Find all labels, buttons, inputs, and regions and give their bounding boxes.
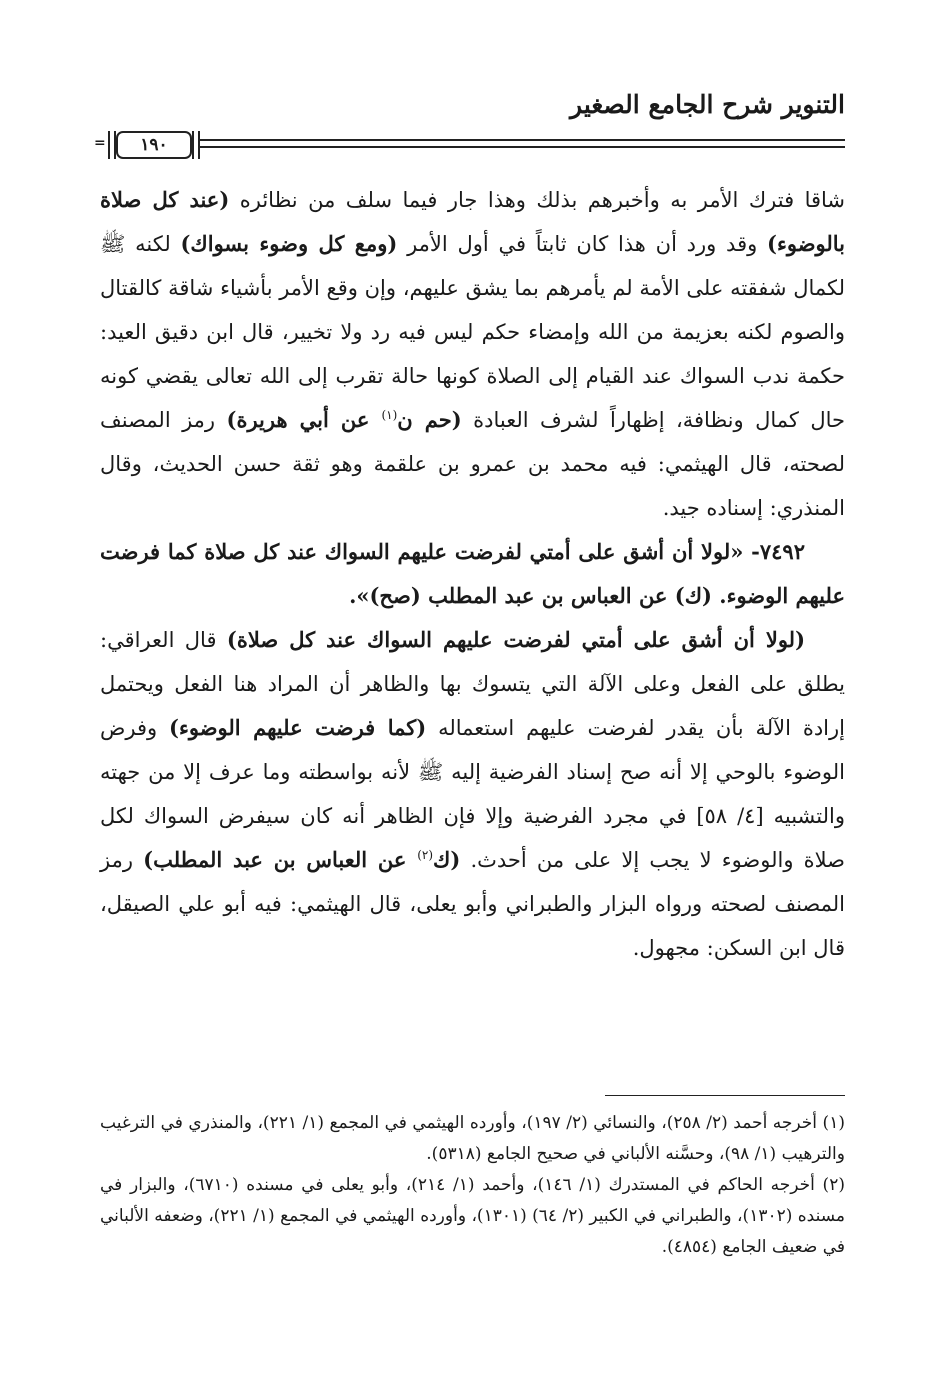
hadith-7492: ٧٤٩٢- «لولا أن أشق على أمتي لفرضت عليهم السواك عند كل صلاة كما فرضت عليهم الوضوء. (ك) عن العباس بن عبد المطلب (صح)». (100, 539, 845, 608)
quoted-matn: (لولا أن أشق على أمتي لفرضت عليهم السواك عند كل صلاة) (226, 627, 806, 652)
footnote-separator (605, 1095, 845, 1096)
edge-mark: = (94, 135, 106, 151)
source-citation: (حم ن (397, 407, 462, 432)
source-citation: (ك (433, 847, 461, 872)
commentary-paragraph-1 (100, 178, 845, 530)
text-segment: شاقا فترك الأمر به وأخبرهم بذلك وهذا جار فيما سلف من نظائره (229, 188, 845, 212)
footnote-2: (٢) أخرجه الحاكم في المستدرك (١/ ١٤٦)، وأحمد (١/ ٢١٤)، وأبو يعلى في مسنده (٦٧١٠)، والبزار في مسنده (١٣٠٢)، والطبراني في الكبير (٢/ ٦٤) (١٣٠١)، وأورده الهيثمي في المجمع (١/ ٢٢١)، وضعفه الألباني في ضعيف الجامع (٤٨٥٤). (100, 1175, 845, 1257)
text-segment: لكنه ﷺ لكمال شفقته على الأمة لم يأمرهم بما يشق عليهم، وإن وقع الأمر بأشياء شاقة كالقتال والصوم لكنه بعزيمة من الله وإمضاء حكم ليس فيه رد ولا تخيير، قال ابن دقيق العيد: حكمة ندب السواك عند القيام إلى الصلاة كونها حالة تقرب إلى الله تعالى يقضي كونه حال كمال ونظافة، إظهاراً لشرف العبادة (100, 232, 845, 432)
header-double-line (198, 139, 845, 148)
text-segment: وقد ورد أن هذا كان ثابتاً في أول الأمر (397, 232, 768, 256)
footnote-marker-1: (١) (381, 408, 398, 422)
quoted-matn: (عند كل صلاة بالوضوء) (100, 187, 846, 256)
text-segment: رمز المصنف لصحته ورواه البزار والطبراني وأبو يعلى، قال الهيثمي: فيه أبو علي الصيقل، قال ابن السكن: مجهول. (100, 848, 845, 960)
footnote-1: (١) أخرجه أحمد (٢/ ٢٥٨)، والنسائي (٢/ ١٩٧)، وأورده الهيثمي في المجمع (١/ ٢٢١)، والمنذري في الترغيب والترهيب (١/ ٩٨)، وحسَّنه الألباني في صحيح الجامع (٥٣١٨). (100, 1113, 845, 1164)
footnotes (100, 1108, 845, 1263)
header-rule (94, 131, 845, 161)
quoted-matn: (كما فرضت عليهم الوضوء) (169, 715, 427, 740)
commentary-paragraph-2 (100, 618, 845, 970)
text-segment: وفرض الوضوء بالوحي إلا أنه صح إسناد الفرضية إليه ﷺ لأنه بواسطته وما عرف إلا من جهته والتشبيه [٤/ ٥٨] في مجرد الفرضية وإلا فإن الظاهر أنه كان سيفرض السواك لكل صلاة والوضوء لا يجب إلا على من أحدث. (100, 716, 846, 872)
source-citation: عن أبي هريرة) (226, 407, 382, 432)
main-text (100, 178, 845, 970)
running-title: التنوير شرح الجامع الصغير (570, 90, 845, 119)
source-citation: عن العباس بن عبد المطلب) (143, 847, 418, 872)
footnote-marker-2: (٢) (417, 848, 434, 862)
quoted-matn: (ومع كل وضوء بسواك) (180, 231, 398, 256)
text-segment: قال العراقي: يطلق على الفعل وعلى الآلة التي يتسوك بها والظاهر أن المراد هنا الفعل ويحتمل إرادة الآلة بأن يقدر لفرضت عليهم استعماله (100, 628, 845, 740)
page-number: ١٩٠ (116, 131, 192, 159)
text-segment: رمز المصنف لصحته، قال الهيثمي: فيه محمد بن عمرو بن علقمة وهو ثقة حسن الحديث، وقال المنذري: إسناده جيد. (100, 408, 845, 520)
